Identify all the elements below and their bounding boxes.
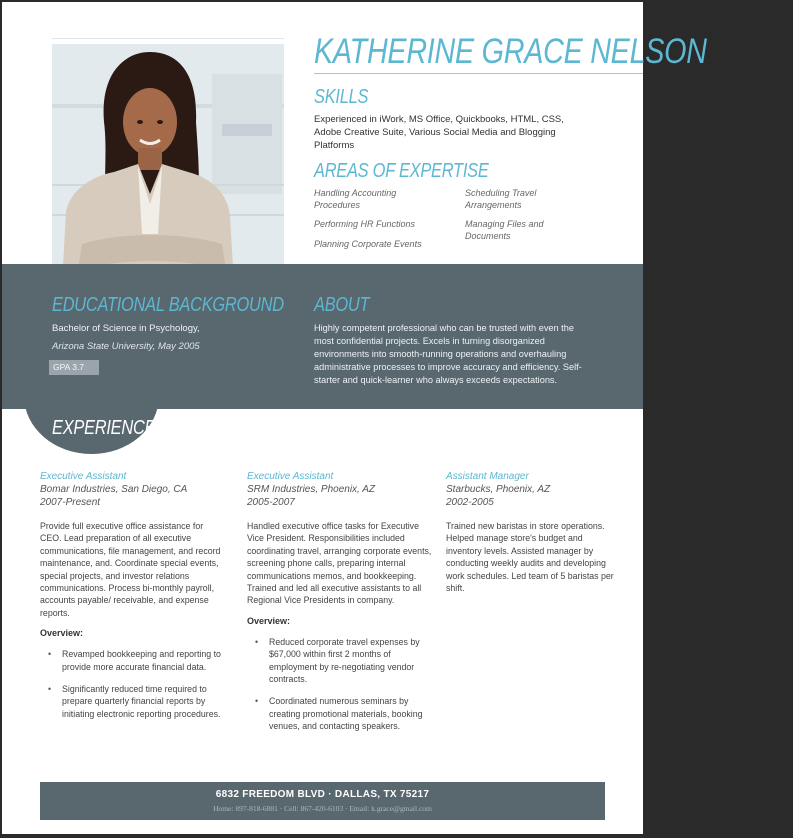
job-description: Trained new baristas in store operations. Helped manage store's budget and inventory levels. Assisted manager by conducting weekly audits and developing work schedules. Led team of 5 baristas per shift. — [446, 521, 614, 594]
expertise-heading: AREAS OF EXPERTISE — [314, 160, 489, 182]
experience-heading: EXPERIENCE — [52, 417, 156, 439]
job-entry — [40, 471, 225, 730]
skills-text: Experienced in iWork, MS Office, Quickbooks, HTML, CSS, Adobe Creative Suite, Various Social Media and Blogging Platforms — [314, 114, 564, 151]
footer-contact: Home: 897-818-6881 · Cell: 867-420-6103 · Email: k.grace@gmail.com — [213, 804, 432, 813]
expertise-item: Handling Accounting Procedures — [314, 188, 397, 210]
profile-photo-illustration — [52, 44, 284, 284]
job-dates: 2005-2007 — [247, 497, 295, 508]
job-title: Executive Assistant — [247, 471, 334, 482]
expertise-item: Planning Corporate Events — [314, 239, 422, 249]
job-entry — [446, 471, 616, 594]
name-rule — [314, 73, 643, 74]
job-title: Assistant Manager — [446, 471, 529, 482]
job-title: Executive Assistant — [40, 471, 127, 482]
achievement-list — [255, 636, 432, 733]
expertise-item: Managing Files and Documents — [465, 219, 544, 241]
job-dates: 2002-2005 — [446, 497, 494, 508]
gpa-badge: GPA 3.7 — [49, 360, 99, 375]
job-company: Bomar Industries, San Diego, CA — [40, 484, 188, 495]
overview-label: Overview: — [40, 628, 84, 639]
achievement-item: • Significantly reduced time required to prepare quarterly financial reports by initiating electronic reporting procedures. — [48, 683, 225, 720]
overview-label: Overview: — [247, 615, 291, 626]
footer-bar — [40, 782, 605, 820]
achievement-item: • Revamped bookkeeping and reporting to provide more accurate financial data. — [48, 648, 225, 673]
about-text: Highly competent professional who can be trusted with even the most confidential projects. Excels in turning disorganized environments into smooth-running operations and overhauling administrative processes to improve accuracy and efficiency. Self-starter and quick-learner who always exceeds expectations. — [314, 323, 582, 385]
job-description: Provide full executive office assistance for CEO. Lead preparation of all executive communications, file management, and record maintenance, and. Coordinate special events, special projects, and investor relations communications. Process bi-monthly payroll, accounts payable/ receivable, and expense reports. — [40, 521, 221, 618]
job-company: SRM Industries, Phoenix, AZ — [247, 484, 376, 495]
expertise-item: Performing HR Functions — [314, 219, 416, 229]
job-entry — [247, 471, 432, 743]
expertise-item: Scheduling Travel Arrangements — [465, 188, 537, 210]
photo-top-rule — [52, 38, 284, 39]
job-dates: 2007-Present — [40, 497, 101, 508]
achievement-list — [48, 648, 225, 720]
job-description: Handled executive office tasks for Executive Vice President. Responsibilities included coordinating travel, arranging corporate events, screening phone calls, preparing internal communications memos, and bookkeeping. Trained and led all executive assistants to all Regional Vice Presidents in company. — [247, 521, 432, 606]
education-school: Arizona State University, May 2005 — [52, 341, 200, 352]
footer-address: 6832 FREEDOM BLVD · DALLAS, TX 75217 — [215, 789, 430, 800]
profile-photo — [52, 44, 284, 284]
candidate-name: KATHERINE GRACE NELSON — [314, 32, 707, 71]
about-heading: ABOUT — [314, 294, 370, 316]
job-company: Starbucks, Phoenix, AZ — [446, 484, 551, 495]
education-degree: Bachelor of Science in Psychology, — [52, 323, 200, 334]
resume-page — [2, 2, 707, 834]
skills-heading: SKILLS — [314, 86, 369, 108]
education-heading: EDUCATIONAL BACKGROUND — [52, 294, 284, 316]
achievement-item: • Reduced corporate travel expenses by $67,000 within first 2 months of employment by re-negotiating vendor contracts. — [255, 636, 432, 686]
name-block — [314, 32, 793, 72]
achievement-item: • Coordinated numerous seminars by creating promotional materials, booking venues, and contacting speakers. — [255, 695, 432, 732]
